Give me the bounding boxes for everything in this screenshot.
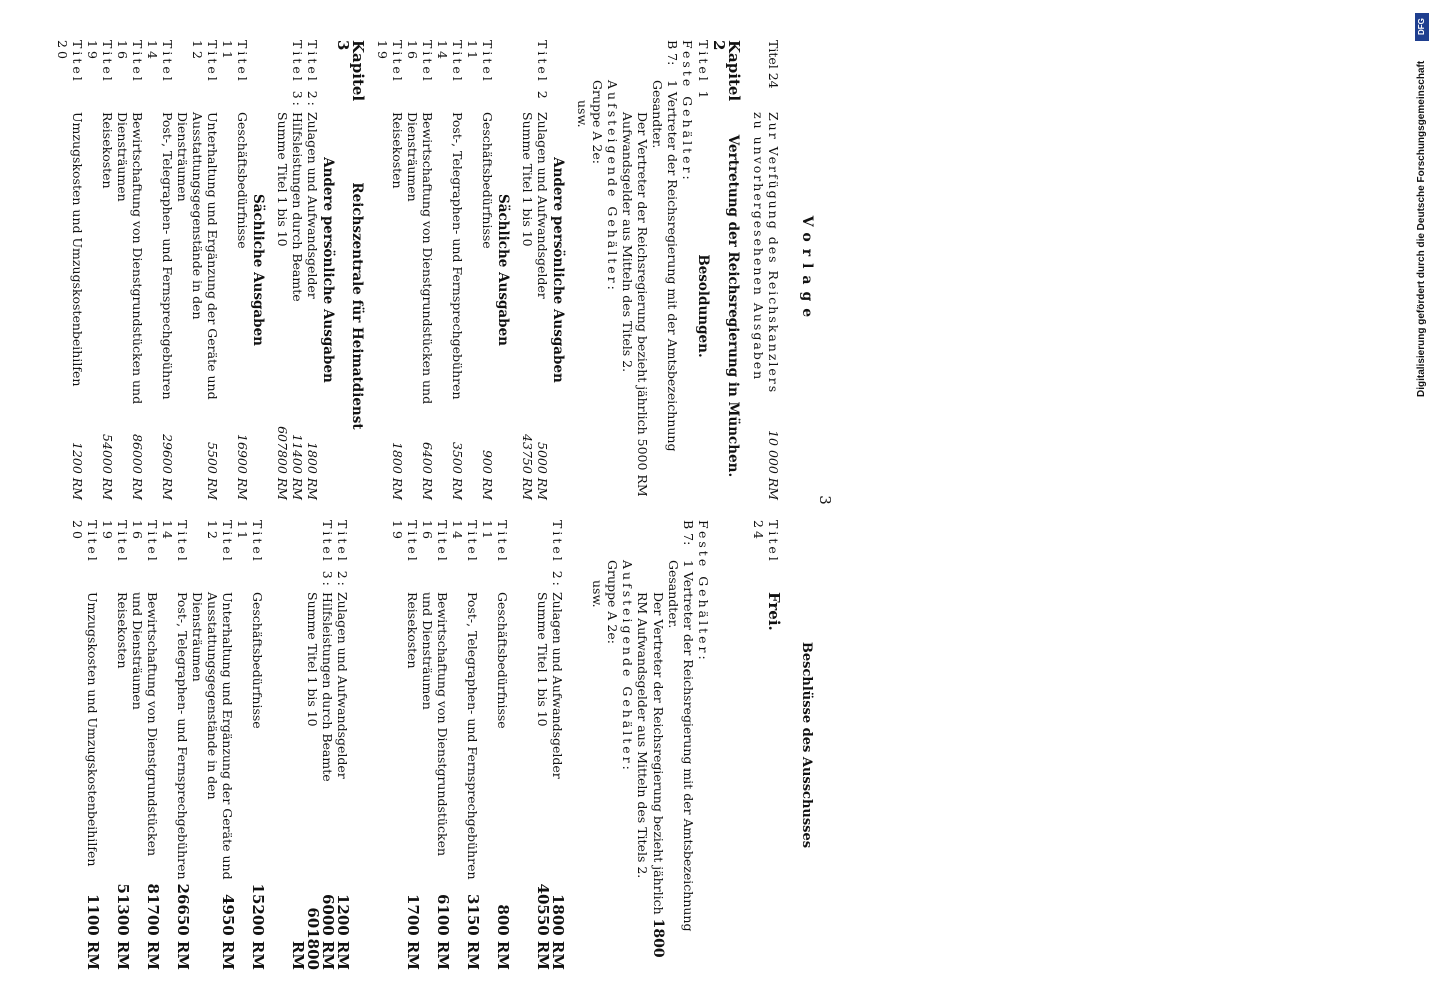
l-k3t3: Titel 3: Hilfsleistungen durch Beamte 11400 RM	[290, 40, 305, 500]
page-number-label: 3	[816, 495, 834, 505]
l-titel1: Titel 1 Besoldungen.	[695, 40, 711, 358]
l-gruppe: Gruppe A 2e:	[590, 80, 605, 164]
l-t14: Titel 14 Post-, Telegraphen- und Fernsprechgebühren 3500 RM	[435, 40, 465, 500]
r-k3t11: Titel 11 Geschäftsbedürfnisse 15200 RM	[235, 520, 267, 970]
r-k3t12: Titel 12 Unterhaltung und Ergänzung der Geräte und Ausstattungsgegenstände in den Diensträumen 4950 RM	[190, 520, 237, 970]
r-t19: Titel 19 Reisekosten 1700 RM	[390, 520, 422, 970]
l-k3t12: Titel 12 Unterhaltung und Ergänzung der Geräte und Ausstattungsgegenstände in den Diensträumen 5500 RM	[175, 40, 220, 500]
l-k3t11: Titel 11 Geschäftsbedürfnisse 16900 RM	[220, 40, 250, 500]
l-b7: B 7: 1 Vertreter der Reichsregierung mit der Amtsbezeichnung Gesandter.	[650, 40, 680, 452]
l-kap2: Kapitel 2 Vertretung der Reichsregierung in München.	[710, 40, 743, 478]
r-usw: usw.	[590, 580, 605, 608]
l-titel24: Titel 24 Zur Verfügung des Reichskanzlers zu unvorhergesehenen Ausgaben 10 000 RM	[751, 40, 781, 500]
l-b7-note: Der Vertreter der Reichsregierung bezieht jährlich 5000 RM Aufwandsgelder aus Mitteln des Titels 2.	[620, 112, 650, 497]
l-andere: Andere persönliche Ausgaben	[550, 157, 566, 383]
l-t19: Titel 19 Reisekosten 1800 RM	[375, 40, 405, 500]
l-feste: Feste Gehälter:	[680, 40, 695, 183]
l-usw: usw.	[575, 100, 590, 128]
r-k3t19: Titel 19 Reisekosten 51300 RM	[100, 520, 132, 970]
l-k3t19: Titel 19 Reisekosten 54000 RM	[85, 40, 115, 500]
r-b7-note: Der Vertreter der Reichsregierung bezieht jährlich 1800 RM Aufwandsgelder aus Mitteln des Titels 2.	[635, 592, 666, 958]
r-k3t16: Titel 16 Bewirtschaftung von Dienstgrundstücken und Diensträumen 81700 RM	[130, 520, 162, 970]
beschluesse-title: Beschlüsse des Ausschusses	[799, 641, 814, 849]
l-k3t20: Titel 20 Umzugskosten und Umzugskostenbeihilfen 1200 RM	[55, 40, 85, 500]
r-gruppe: Gruppe A 2e:	[605, 560, 620, 644]
r-t14: Titel 14 Post-, Telegraphen- und Fernsprechgebühren 3150 RM	[450, 520, 482, 970]
r-b7: B 7: 1 Vertreter der Reichsregierung mit der Amtsbezeichnung Gesandter.	[666, 520, 696, 932]
r-k3t3: Titel 3: Hilfsleistungen durch Beamte 6000 RM	[319, 520, 337, 970]
r-k3t14: Titel 14 Post-, Telegraphen- und Fernsprechgebühren 26650 RM	[160, 520, 192, 970]
r-titel24: Titel 24 Frei.	[751, 520, 783, 631]
r-t11: Titel 11 Geschäftsbedürfnisse 800 RM	[480, 520, 512, 970]
l-andere3: Andere persönliche Ausgaben	[320, 157, 336, 383]
dfg-logo: DFG	[1415, 13, 1429, 41]
l-k3summe: Summe Titel 1 bis 10 607800 RM	[275, 112, 290, 500]
r-k3summe: Summe Titel 1 bis 10 601800 RM	[289, 592, 322, 970]
dfg-sidebar	[1412, 5, 1432, 995]
vorlage-title: Vorlage	[799, 215, 815, 325]
beschluesse-section	[70, 520, 814, 970]
r-k3t20: Titel 20 Umzugskosten und Umzugskostenbeihilfen 1100 RM	[70, 520, 102, 970]
r-k3t2: Titel 2: Zulagen und Aufwandsgelder 1200 RM	[334, 520, 352, 970]
l-k3t14: Titel 14 Post-, Telegraphen- und Fernsprechgebühren 29600 RM	[145, 40, 175, 500]
vorlage-section	[55, 40, 814, 500]
l-t11: Titel 11 Geschäftsbedürfnisse 900 RM	[465, 40, 495, 500]
l-k3t2: Titel 2: Zulagen und Aufwandsgelder 1800 RM	[305, 40, 320, 500]
r-feste: Feste Gehälter:	[696, 520, 711, 663]
r-t16: Titel 16 Bewirtschaftung von Dienstgrundstücken und Diensträumen 6100 RM	[420, 520, 452, 970]
l-kap3: Kapitel 3 Reichszentrale für Heimatdienst	[334, 40, 367, 430]
r-summe: Summe Titel 1 bis 10 40550 RM	[534, 592, 552, 970]
l-k3t16: Titel 16 Bewirtschaftung von Dienstgrundstücken und Diensträumen 86000 RM	[115, 40, 145, 500]
l-saechl3: Sächliche Ausgaben	[250, 193, 266, 347]
l-t2: Titel 2 Zulagen und Aufwandsgelder 5000 RM	[535, 40, 550, 500]
dfg-text: Digitalisierung gefördert durch die Deutsche Forschungsgemeinschaft	[1416, 60, 1427, 397]
l-saechl: Sächliche Ausgaben	[495, 193, 511, 347]
l-aufst: Aufsteigende Gehälter:	[605, 80, 620, 293]
l-t16: Titel 16 Bewirtschaftung von Dienstgrundstücken und Diensträumen 6400 RM	[405, 40, 435, 500]
r-t2: Titel 2: Zulagen und Aufwandsgelder 1800 RM	[549, 520, 567, 970]
r-aufst: Aufsteigende Gehälter:	[620, 560, 635, 773]
l-summe: Summe Titel 1 bis 10 43750 RM	[520, 112, 535, 500]
